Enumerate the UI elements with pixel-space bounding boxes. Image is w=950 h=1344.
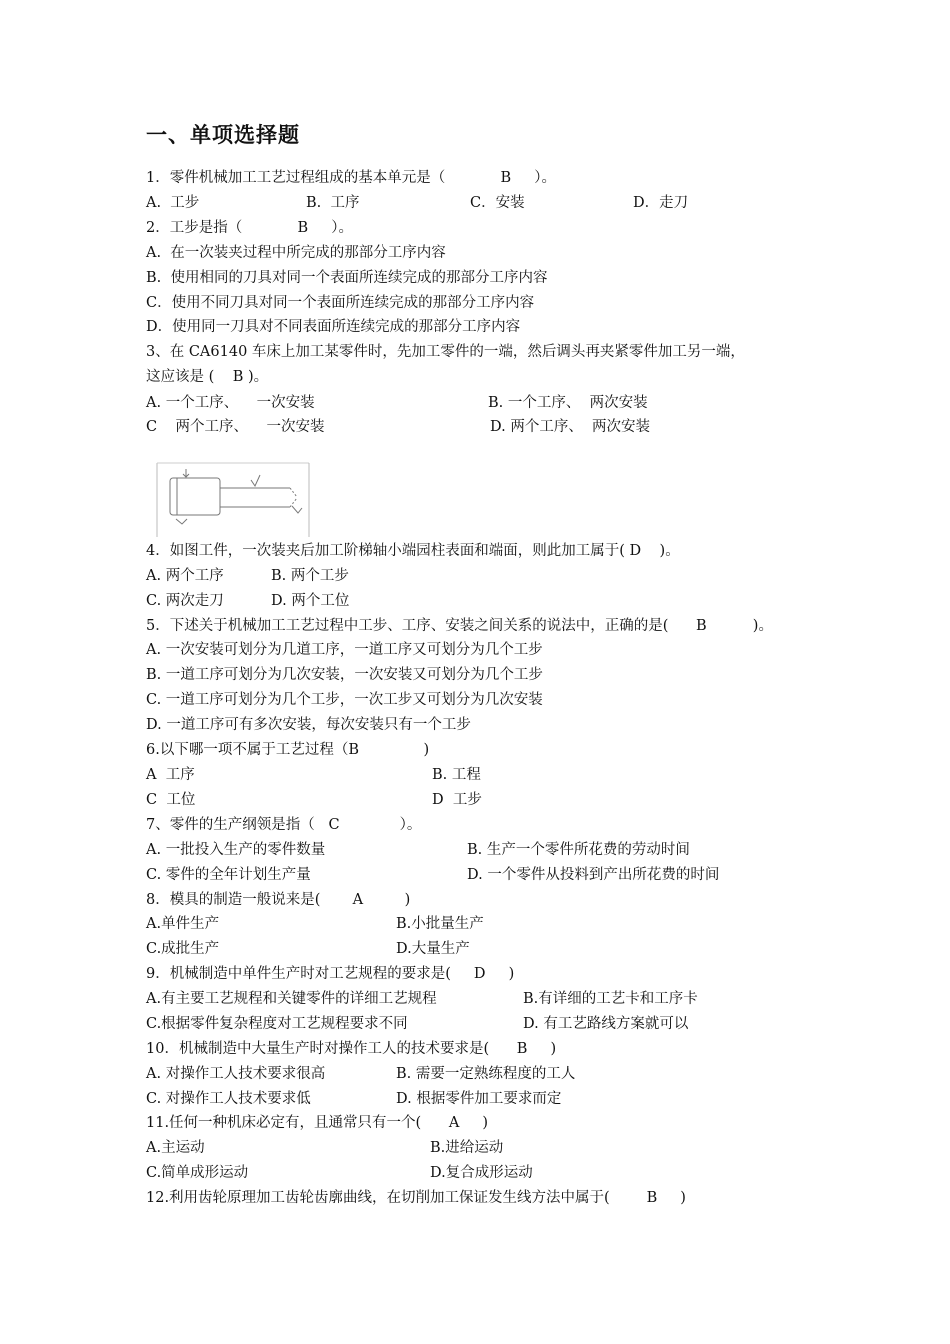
question-10-option-b: B. 需要一定熟练程度的工人	[396, 1066, 576, 1082]
question-10-option-c: C. 对操作工人技术要求低	[146, 1091, 311, 1107]
question-1-stem: 1．零件机械加工工艺过程组成的基本单元是（ B ）。	[146, 170, 556, 186]
question-7-option-b: B. 生产一个零件所花费的劳动时间	[467, 842, 690, 858]
question-10-option-d: D. 根据零件加工要求而定	[396, 1091, 562, 1107]
stepped-shaft-figure	[156, 461, 312, 539]
question-8-option-a: A.单件生产	[146, 916, 220, 932]
question-4-stem: 4．如图工件，一次装夹后加工阶梯轴小端园柱表面和端面，则此加工属于( D )。	[146, 543, 680, 559]
question-3-option-a: A. 一个工序、 一次安装	[146, 395, 315, 411]
question-6-option-c: C 工位	[146, 792, 196, 808]
question-1-option-c: C．安装	[470, 195, 525, 211]
question-9-stem: 9．机械制造中单件生产时对工艺规程的要求是( D )	[146, 966, 515, 982]
section-heading: 一、单项选择题	[146, 123, 300, 147]
question-3-stem-continued: 这应该是 ( B )。	[146, 369, 269, 385]
question-1-option-a: A. 工步	[146, 195, 200, 211]
question-5-stem: 5．下述关于机械加工工艺过程中工步、工序、安装之间关系的说法中，正确的是( B )。	[146, 618, 773, 634]
question-10-stem: 10．机械制造中大量生产时对操作工人的技术要求是( B )	[146, 1041, 557, 1057]
question-6-stem: 6.以下哪一项不属于工艺过程（B )	[146, 742, 430, 758]
question-11-option-a: A.主运动	[146, 1140, 205, 1156]
question-11-stem: 11.任何一种机床必定有，且通常只有一个( A )	[146, 1115, 489, 1131]
question-4-option-d: D. 两个工位	[271, 593, 350, 609]
question-7-option-d: D. 一个零件从投料到产出所花费的时间	[467, 867, 720, 883]
question-5-option-b: B. 一道工序可划分为几次安装，一次安装又可划分为几个工步	[146, 667, 543, 683]
question-5-option-d: D. 一道工序可有多次安装，每次安装只有一个工步	[146, 717, 471, 733]
question-7-option-c: C. 零件的全年计划生产量	[146, 867, 311, 883]
question-4-option-a: A. 两个工序	[146, 568, 224, 584]
question-3-option-b: B. 一个工序、 两次安装	[488, 395, 648, 411]
question-8-stem: 8．模具的制造一般说来是( A )	[146, 892, 411, 908]
question-8-option-d: D.大量生产	[396, 941, 470, 957]
question-8-option-b: B.小批量生产	[396, 916, 484, 932]
question-2-option-b: B. 使用相同的刀具对同一个表面所连续完成的那部分工序内容	[146, 270, 548, 286]
question-11-option-d: D.复合成形运动	[430, 1165, 533, 1181]
question-7-stem: 7、零件的生产纲领是指（ C ）。	[146, 817, 422, 833]
question-3-option-d: D. 两个工序、 两次安装	[490, 419, 651, 435]
question-5-option-c: C. 一道工序可划分为几个工步，一次工步又可划分为几次安装	[146, 692, 543, 708]
question-12-stem: 12.利用齿轮原理加工齿轮齿廓曲线，在切削加工保证发生线方法中属于( B )	[146, 1190, 686, 1206]
question-7-option-a: A. 一批投入生产的零件数量	[146, 842, 326, 858]
question-4-option-b: B. 两个工步	[271, 568, 349, 584]
question-9-option-b: B.有详细的工艺卡和工序卡	[523, 991, 698, 1007]
question-1-option-d: D．走刀	[633, 195, 689, 211]
question-9-option-d: D. 有工艺路线方案就可以	[523, 1016, 689, 1032]
question-2-option-c: C．使用不同刀具对同一个表面所连续完成的那部分工序内容	[146, 295, 535, 311]
question-6-option-d: D 工步	[432, 792, 482, 808]
question-6-option-a: A 工序	[146, 767, 195, 783]
question-9-option-a: A.有主要工艺规程和关键零件的详细工艺规程	[146, 991, 437, 1007]
question-2-option-d: D．使用同一刀具对不同表面所连续完成的那部分工序内容	[146, 319, 521, 335]
question-2-stem: 2．工步是指（ B ）。	[146, 220, 353, 236]
question-3-option-c: C 两个工序、 一次安装	[146, 419, 325, 435]
question-6-option-b: B. 工程	[432, 767, 481, 783]
question-9-option-c: C.根据零件复杂程度对工艺规程要求不同	[146, 1016, 408, 1032]
question-10-option-a: A. 对操作工人技术要求很高	[146, 1066, 326, 1082]
question-3-stem: 3、在 CA6140 车床上加工某零件时，先加工零件的一端，然后调头再夹紧零件加工另一端，	[146, 344, 745, 360]
question-11-option-c: C.简单成形运动	[146, 1165, 249, 1181]
question-4-option-c: C. 两次走刀	[146, 593, 224, 609]
question-11-option-b: B.进给运动	[430, 1140, 504, 1156]
question-8-option-c: C.成批生产	[146, 941, 220, 957]
question-5-option-a: A. 一次安装可划分为几道工序，一道工序又可划分为几个工步	[146, 642, 543, 658]
question-2-option-a: A. 在一次装夹过程中所完成的那部分工序内容	[146, 245, 446, 261]
question-1-option-b: B. 工序	[306, 195, 360, 211]
